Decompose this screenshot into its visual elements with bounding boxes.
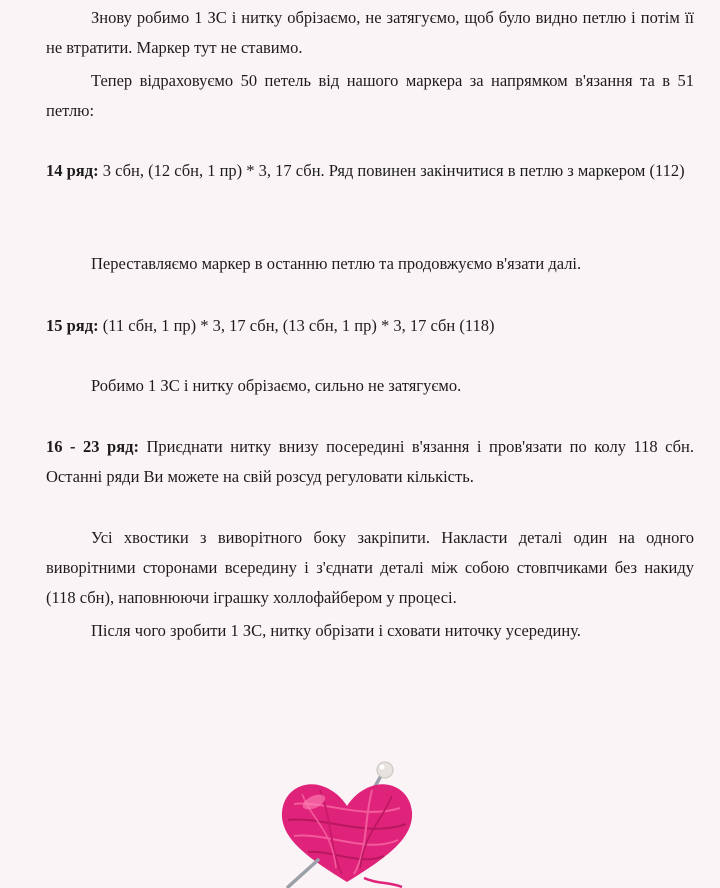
paragraph-cut-thread-text: Робимо 1 ЗС і нитку обрізаємо, сильно не затягуємо. — [91, 376, 462, 395]
paragraph-2-text: Тепер відраховуємо 50 петель від нашого маркера за напрямком в'язання та в 51 петлю: — [46, 71, 694, 120]
row-14-paragraph — [46, 156, 694, 186]
paragraph-2 — [46, 66, 694, 126]
row-16-23-text: Приєднати нитку внизу посередині в'язання і пров'язати по колу 118 сбн. Останні ряди Ви можете на свій розсуд регуловати кількість. — [46, 437, 694, 486]
yarn-heart-with-knitting-needle-icon — [272, 760, 422, 888]
paragraph-finish-text: Після чого зробити 1 ЗС, нитку обрізати і сховати ниточку усередину. — [91, 621, 581, 640]
row-14-text: 3 сбн, (12 сбн, 1 пр) * 3, 17 сбн. Ряд повинен закінчитися в петлю з маркером (112) — [98, 161, 685, 180]
row-15-text: (11 сбн, 1 пр) * 3, 17 сбн, (13 сбн, 1 пр) * 3, 17 сбн (118) — [98, 316, 495, 335]
row-14-label: 14 ряд: — [46, 161, 99, 180]
row-15-label: 15 ряд: — [46, 316, 99, 335]
row-16-23-label: 16 - 23 ряд: — [46, 437, 139, 456]
row-15-paragraph — [46, 311, 694, 341]
paragraph-assembly — [46, 523, 694, 613]
paragraph-marker-move — [46, 249, 694, 279]
paragraph-1 — [46, 3, 694, 63]
paragraph-1-text: Знову робимо 1 ЗС і нитку обрізаємо, не затягуємо, щоб було видно петлю і потім її не втратити. Маркер тут не ставимо. — [46, 8, 694, 57]
paragraph-assembly-text: Усі хвостики з виворітного боку закріпити. Накласти деталі один на одного виворітними сторонами всередину і з'єднати деталі між собою стовпчиками без накиду (118 сбн), наповнюючи іграшку холлофайбером у процесі. — [46, 528, 694, 607]
paragraph-cut-thread — [46, 371, 694, 401]
paragraph-finish — [46, 616, 694, 646]
paragraph-marker-move-text: Переставляємо маркер в останню петлю та продовжуємо в'язати далі. — [91, 254, 582, 273]
row-16-23-paragraph — [46, 432, 694, 492]
